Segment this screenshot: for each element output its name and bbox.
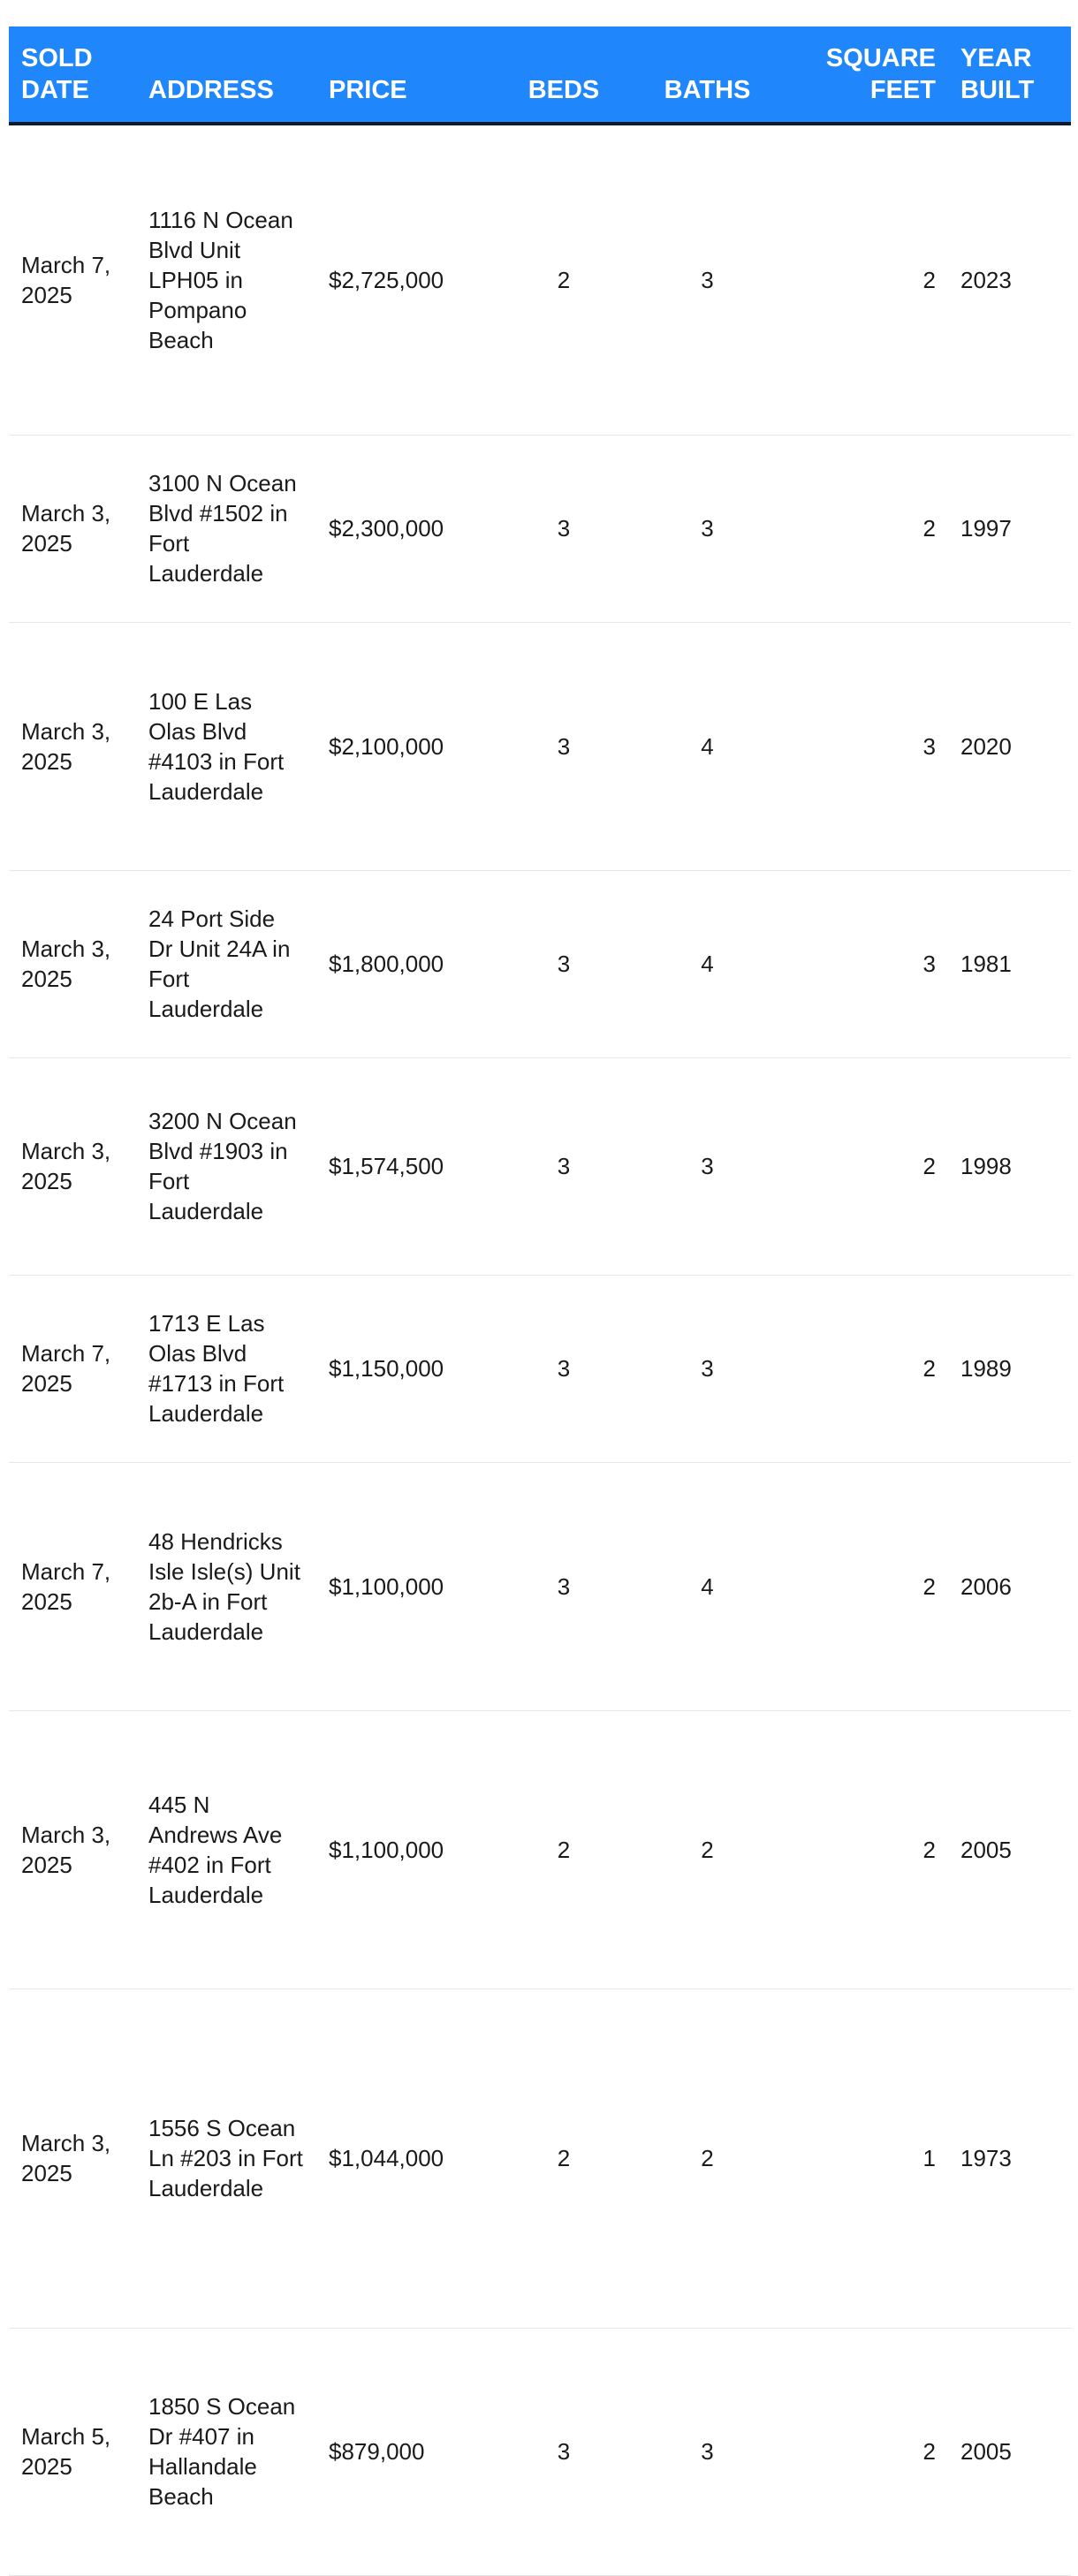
cell-price: $1,574,500	[316, 1057, 502, 1275]
recent-sales-table	[9, 27, 1071, 2576]
cell-price: $2,300,000	[316, 435, 502, 622]
cell-address: 1116 N Ocean Blvd Unit LPH05 in Pompano Beach	[136, 124, 316, 435]
cell-square-feet: 1	[789, 1989, 948, 2328]
cell-square-feet: 3	[789, 622, 948, 870]
cell-address: 100 E Las Olas Blvd #4103 in Fort Lauderdale	[136, 622, 316, 870]
header-year-built	[948, 27, 1071, 124]
cell-sold-date: March 3, 2025	[9, 622, 136, 870]
table-row	[9, 1710, 1071, 1989]
header-address	[136, 27, 316, 124]
cell-price: $2,725,000	[316, 124, 502, 435]
cell-beds: 3	[502, 622, 626, 870]
table-row	[9, 124, 1071, 435]
table-row	[9, 1989, 1071, 2328]
cell-square-feet: 3	[789, 870, 948, 1057]
table-row	[9, 1462, 1071, 1710]
header-row	[9, 27, 1071, 124]
cell-price: $1,100,000	[316, 1462, 502, 1710]
cell-sold-date: March 5, 2025	[9, 2328, 136, 2575]
cell-sold-date: March 7, 2025	[9, 124, 136, 435]
cell-year-built: 1998	[948, 1057, 1071, 1275]
cell-beds: 3	[502, 2328, 626, 2575]
header-label-line2: DATE	[21, 76, 89, 104]
cell-address: 1713 E Las Olas Blvd #1713 in Fort Lauderdale	[136, 1275, 316, 1462]
header-beds	[502, 27, 626, 124]
cell-address: 445 N Andrews Ave #402 in Fort Lauderdale	[136, 1710, 316, 1989]
cell-beds: 3	[502, 1057, 626, 1275]
header-baths	[626, 27, 789, 124]
cell-square-feet: 2	[789, 2328, 948, 2575]
table-row	[9, 622, 1071, 870]
table-row	[9, 1275, 1071, 1462]
cell-sold-date: March 3, 2025	[9, 870, 136, 1057]
cell-baths: 3	[626, 1057, 789, 1275]
cell-beds: 3	[502, 435, 626, 622]
cell-beds: 2	[502, 124, 626, 435]
cell-baths: 2	[626, 1989, 789, 2328]
cell-address: 1556 S Ocean Ln #203 in Fort Lauderdale	[136, 1989, 316, 2328]
cell-baths: 3	[626, 2328, 789, 2575]
cell-year-built: 2006	[948, 1462, 1071, 1710]
header-label-line2: BATHS	[664, 76, 751, 104]
cell-year-built: 2005	[948, 2328, 1071, 2575]
table-row	[9, 2328, 1071, 2575]
header-label-line1: SQUARE	[825, 44, 936, 72]
header-label-line2: BEDS	[528, 76, 600, 104]
cell-address: 3200 N Ocean Blvd #1903 in Fort Lauderdale	[136, 1057, 316, 1275]
cell-square-feet: 2	[789, 1057, 948, 1275]
cell-address: 3100 N Ocean Blvd #1502 in Fort Lauderdale	[136, 435, 316, 622]
cell-beds: 3	[502, 1275, 626, 1462]
header-label-line1: SOLD	[21, 44, 93, 72]
table-header	[9, 27, 1071, 124]
cell-address: 48 Hendricks Isle Isle(s) Unit 2b-A in Fort Lauderdale	[136, 1462, 316, 1710]
header-price	[316, 27, 502, 124]
cell-baths: 4	[626, 622, 789, 870]
cell-baths: 4	[626, 870, 789, 1057]
sales-table-container	[9, 27, 1071, 2576]
cell-address: 1850 S Ocean Dr #407 in Hallandale Beach	[136, 2328, 316, 2575]
header-label-line2: PRICE	[329, 76, 407, 104]
cell-sold-date: March 3, 2025	[9, 1989, 136, 2328]
header-label-line2: ADDRESS	[148, 76, 274, 104]
table-row	[9, 435, 1071, 622]
header-sold-date	[9, 27, 136, 124]
cell-price: $879,000	[316, 2328, 502, 2575]
header-label-line2: BUILT	[960, 76, 1035, 104]
cell-year-built: 1973	[948, 1989, 1071, 2328]
cell-sold-date: March 7, 2025	[9, 1275, 136, 1462]
cell-year-built: 1981	[948, 870, 1071, 1057]
cell-price: $1,100,000	[316, 1710, 502, 1989]
cell-baths: 4	[626, 1462, 789, 1710]
cell-year-built: 2005	[948, 1710, 1071, 1989]
cell-square-feet: 2	[789, 1710, 948, 1989]
cell-price: $1,150,000	[316, 1275, 502, 1462]
cell-baths: 2	[626, 1710, 789, 1989]
header-label-line1: YEAR	[960, 44, 1032, 72]
cell-sold-date: March 7, 2025	[9, 1462, 136, 1710]
cell-year-built: 1989	[948, 1275, 1071, 1462]
cell-sold-date: March 3, 2025	[9, 435, 136, 622]
table-body	[9, 124, 1071, 2575]
cell-beds: 2	[502, 1989, 626, 2328]
header-label-line2: FEET	[869, 76, 936, 104]
cell-baths: 3	[626, 435, 789, 622]
cell-square-feet: 2	[789, 124, 948, 435]
cell-beds: 3	[502, 870, 626, 1057]
cell-square-feet: 2	[789, 435, 948, 622]
cell-price: $1,800,000	[316, 870, 502, 1057]
cell-address: 24 Port Side Dr Unit 24A in Fort Lauderdale	[136, 870, 316, 1057]
table-row	[9, 1057, 1071, 1275]
cell-baths: 3	[626, 1275, 789, 1462]
cell-year-built: 1997	[948, 435, 1071, 622]
cell-year-built: 2020	[948, 622, 1071, 870]
cell-sold-date: March 3, 2025	[9, 1057, 136, 1275]
cell-price: $2,100,000	[316, 622, 502, 870]
cell-baths: 3	[626, 124, 789, 435]
cell-sold-date: March 3, 2025	[9, 1710, 136, 1989]
cell-beds: 2	[502, 1710, 626, 1989]
cell-square-feet: 2	[789, 1275, 948, 1462]
cell-beds: 3	[502, 1462, 626, 1710]
table-row	[9, 870, 1071, 1057]
cell-price: $1,044,000	[316, 1989, 502, 2328]
cell-square-feet: 2	[789, 1462, 948, 1710]
cell-year-built: 2023	[948, 124, 1071, 435]
header-square-feet	[789, 27, 948, 124]
